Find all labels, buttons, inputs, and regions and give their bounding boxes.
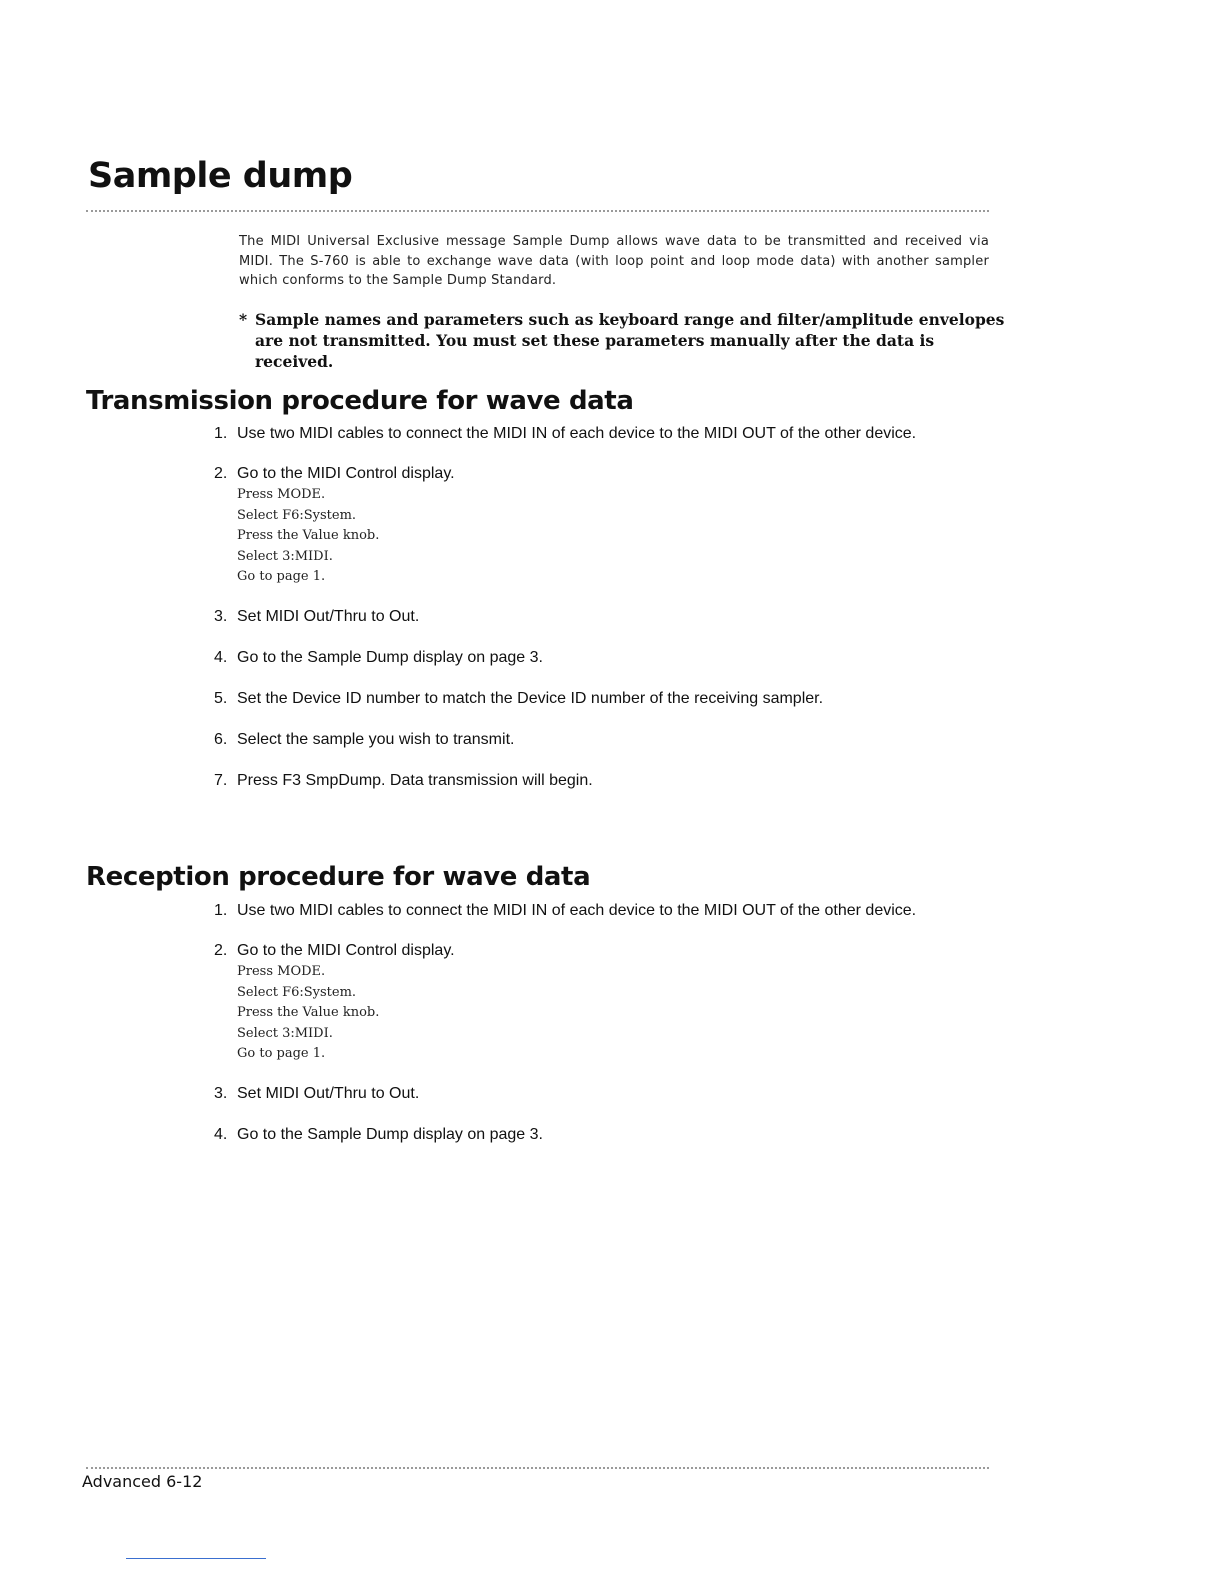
substep: Press the Value knob. (237, 1005, 380, 1020)
substep: Go to page 1. (237, 569, 326, 584)
step-item (214, 770, 986, 791)
substep: Press the Value knob. (237, 528, 380, 543)
step-item (214, 729, 986, 750)
step-text: Go to the Sample Dump display on page 3. (237, 648, 543, 666)
step-text: Set MIDI Out/Thru to Out. (237, 607, 420, 625)
reception-steps (214, 900, 986, 1145)
step-item (214, 900, 986, 921)
step-item (214, 1083, 986, 1104)
step-text: Go to the MIDI Control display. (237, 942, 455, 959)
step-number: 3. (214, 607, 228, 625)
step-number: 4. (214, 1125, 228, 1143)
step-number: 1. (214, 425, 228, 442)
step-number: 1. (214, 902, 228, 919)
step-text: Press F3 SmpDump. Data transmission will begin. (237, 771, 593, 789)
intro-paragraph: The MIDI Universal Exclusive message Sample Dump allows wave data to be transmitted and received via MIDI. The S-760 is able to exchange wave data (with loop point and loop mode data) with another sampler which conforms to the Sample Dump Standard. (239, 234, 989, 288)
step-text: Use two MIDI cables to connect the MIDI IN of each device to the MIDI OUT of the other device. (237, 902, 917, 919)
substep: Press MODE. (237, 964, 326, 979)
step-item (214, 940, 986, 1064)
note-paragraph (239, 309, 1005, 372)
note-asterisk: * (239, 310, 248, 329)
step-text: Go to the Sample Dump display on page 3. (237, 1125, 543, 1143)
title-divider (86, 210, 989, 212)
substep: Select 3:MIDI. (237, 548, 333, 564)
step-item (214, 606, 986, 627)
step-number: 3. (214, 1084, 228, 1102)
step-item (214, 423, 986, 444)
note-text: Sample names and parameters such as keyboard range and filter/amplitude envelopes are not transmitted. You must set these parameters manually after the data is received. (255, 310, 1005, 371)
substep: Select 3:MIDI. (237, 1025, 333, 1041)
step-number: 2. (214, 942, 228, 959)
substep: Select F6:System. (237, 507, 357, 523)
substep: Press MODE. (237, 487, 326, 502)
footer-divider (86, 1467, 989, 1469)
page-footer: Advanced 6-12 (82, 1472, 203, 1491)
substep: Go to page 1. (237, 1046, 326, 1061)
step-text: Go to the MIDI Control display. (237, 465, 455, 482)
step-number: 2. (214, 465, 228, 482)
page-title: Sample dump (88, 156, 353, 196)
step-number: 7. (214, 771, 228, 789)
step-number: 6. (214, 730, 228, 748)
step-text: Set MIDI Out/Thru to Out. (237, 1084, 420, 1102)
step-item (214, 463, 986, 587)
step-text: Select the sample you wish to transmit. (237, 730, 515, 748)
step-number: 4. (214, 648, 228, 666)
step-item (214, 688, 986, 709)
transmission-steps (214, 423, 986, 791)
step-item (214, 647, 986, 668)
section-heading-transmission: Transmission procedure for wave data (86, 386, 634, 416)
step-item (214, 1124, 986, 1145)
section-heading-reception: Reception procedure for wave data (86, 862, 591, 892)
substep: Select F6:System. (237, 984, 357, 1000)
scan-artifact-line (126, 1558, 266, 1559)
step-text: Use two MIDI cables to connect the MIDI IN of each device to the MIDI OUT of the other device. (237, 425, 917, 442)
step-number: 5. (214, 689, 228, 707)
step-text: Set the Device ID number to match the Device ID number of the receiving sampler. (237, 689, 824, 707)
